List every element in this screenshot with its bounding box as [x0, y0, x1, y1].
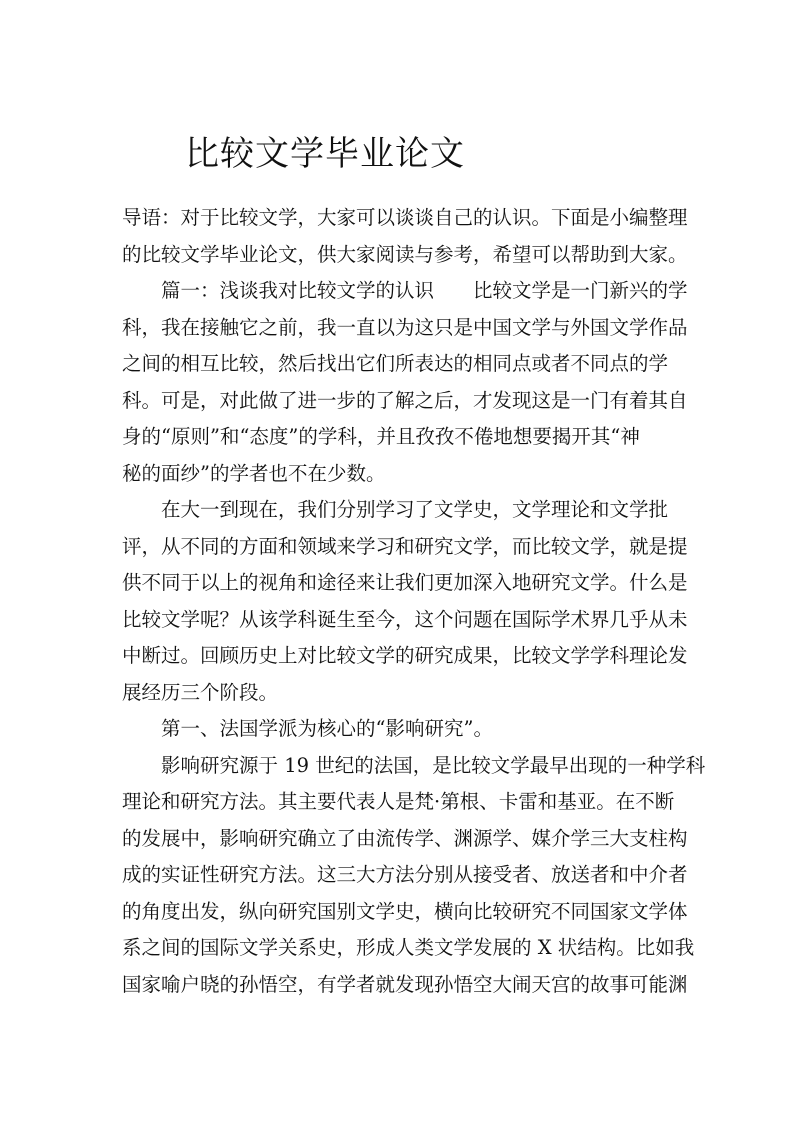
text-line: 影响研究源于 19 世纪的法国，是比较文学最早出现的一种学科	[161, 753, 706, 777]
text-line: 之间的相互比较，然后找出它们所表达的相同点或者不同点的学	[122, 352, 669, 375]
text-line: 在大一到现在，我们分别学习了文学史，文学理论和文学批	[161, 498, 669, 521]
text-line: 国家喻户晓的孙悟空，有学者就发现孙悟空大闹天宫的故事可能渊	[122, 972, 688, 996]
text-line: 评，从不同的方面和领域来学习和研究文学，而比较文学，就是提	[122, 534, 688, 558]
text-line: 身的“原则”和“态度”的学科，并且孜孜不倦地想要揭开其“神	[122, 425, 640, 448]
text-line: 秘的面纱”的学者也不在少数。	[122, 461, 386, 485]
text-line: 供不同于以上的视角和途径来让我们更加深入地研究文学。什么是	[122, 571, 688, 594]
text-line: 成的实证性研究方法。这三大方法分别从接受者、放送者和中介者	[122, 863, 688, 886]
text-line: 的角度出发，纵向研究国别文学史，横向比较研究不同国家文学体	[122, 899, 688, 923]
document-title: 比较文学毕业论文	[185, 134, 465, 174]
text-line: 的比较文学毕业论文，供大家阅读与参考，希望可以帮助到大家。	[122, 242, 688, 266]
text-line: 篇一：浅谈我对比较文学的认识 比较文学是一门新兴的学	[161, 279, 688, 302]
text-line: 科，我在接触它之前，我一直以为这只是中国文学与外国文学作品	[122, 315, 688, 339]
text-line: 展经历三个阶段。	[122, 680, 279, 704]
text-line: 第一、法国学派为核心的“影响研究”。	[161, 717, 493, 740]
document-body	[122, 200, 706, 1003]
text-line: 比较文学呢？从该学科诞生至今，这个问题在国际学术界几乎从未	[122, 607, 688, 631]
text-line: 导语：对于比较文学，大家可以谈谈自己的认识。下面是小编整理	[122, 206, 688, 229]
text-line: 中断过。回顾历史上对比较文学的研究成果，比较文学学科理论发	[122, 644, 688, 667]
text-line: 的发展中，影响研究确立了由流传学、渊源学、媒介学三大支柱构	[122, 826, 688, 850]
text-line: 科。可是，对此做了进一步的了解之后，才发现这是一门有着其自	[122, 388, 688, 412]
text-line: 理论和研究方法。其主要代表人是梵·第根、卡雷和基亚。在不断	[122, 790, 675, 813]
text-line: 系之间的国际文学关系史，形成人类文学发展的 X 状结构。比如我	[122, 936, 695, 959]
